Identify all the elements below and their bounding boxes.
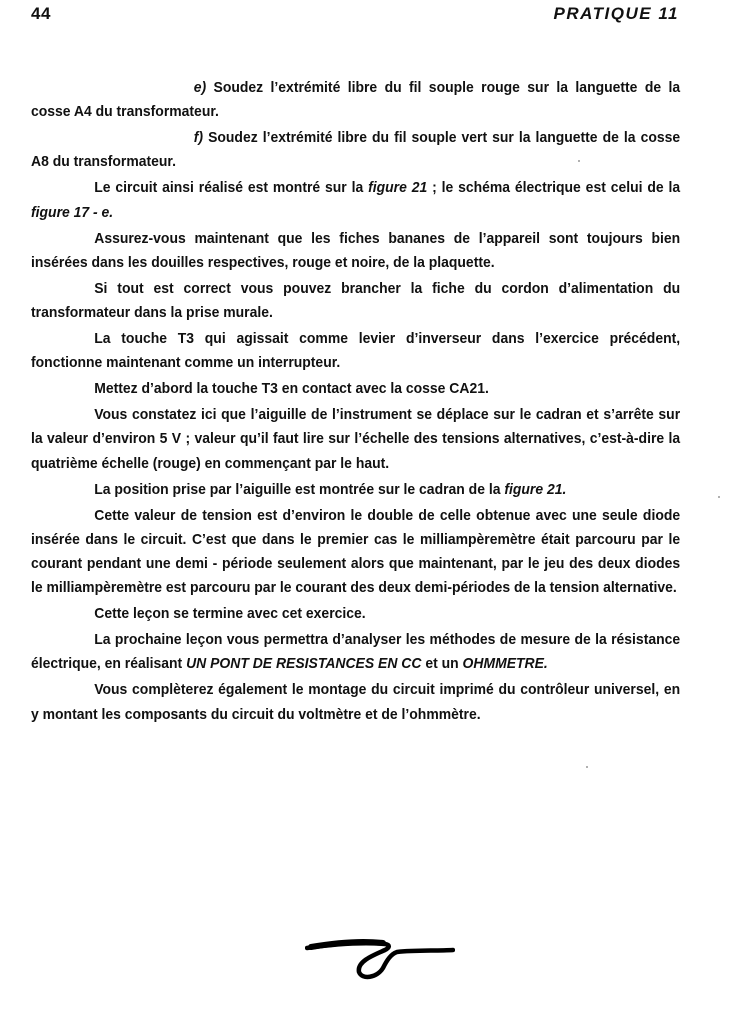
text-run: La touche T3 qui agissait comme levier d’inverseur dans l’exercice précédent, fonctionne maintenant comme un interrupteur. bbox=[31, 330, 681, 372]
text-run: La prochaine leçon vous permettra d’analyser les méthodes de mesure de la résistance électrique, en réalisant bbox=[31, 631, 681, 673]
italic-run: f) bbox=[193, 129, 204, 147]
italic-run: UN PONT DE RESISTANCES EN CC bbox=[186, 655, 422, 673]
paragraph bbox=[31, 227, 680, 275]
paragraph bbox=[31, 377, 680, 401]
italic-run: figure 17 - e. bbox=[31, 203, 114, 221]
text-run: Assurez-vous maintenant que les fiches bananes de l’appareil sont toujours bien insérées dans les douilles respectives, rouge et noire, de la plaquette. bbox=[31, 229, 681, 271]
paragraph bbox=[31, 403, 680, 476]
paragraph bbox=[31, 504, 680, 601]
body-text bbox=[31, 76, 680, 729]
paragraph bbox=[31, 628, 680, 676]
italic-run: figure 21. bbox=[504, 480, 567, 498]
paragraph bbox=[31, 277, 680, 325]
paragraph bbox=[31, 76, 680, 124]
text-run: Vous complèterez également le montage du circuit imprimé du contrôleur universel, en y montant les composants du circuit du voltmètre et de l’ohmmètre. bbox=[31, 681, 681, 723]
print-speck bbox=[718, 496, 720, 498]
text-run: Le circuit ainsi réalisé est montré sur la bbox=[94, 179, 369, 197]
text-run: Soudez l’extrémité libre du fil souple rouge sur la languette de la cosse A4 du transformateur. bbox=[31, 79, 681, 121]
paragraph bbox=[31, 126, 680, 174]
end-flourish-icon bbox=[305, 938, 455, 986]
paragraph bbox=[31, 478, 680, 502]
text-run: Soudez l’extrémité libre du fil souple vert sur la languette de la cosse A8 du transformateur. bbox=[31, 129, 681, 171]
text-run: La position prise par l’aiguille est montrée sur le cadran de la bbox=[94, 480, 505, 498]
text-run: ; le schéma électrique est celui de la bbox=[427, 179, 681, 197]
paragraph bbox=[31, 678, 680, 726]
text-run: Cette leçon se termine avec cet exercice. bbox=[94, 605, 366, 623]
section-title: PRATIQUE 11 bbox=[553, 4, 679, 23]
print-speck bbox=[578, 160, 580, 162]
italic-run: e) bbox=[193, 79, 207, 96]
text-run: Mettez d’abord la touche T3 en contact avec la cosse CA21. bbox=[94, 380, 489, 398]
paragraph bbox=[31, 602, 680, 626]
text-run: et un bbox=[421, 655, 463, 673]
paragraph bbox=[31, 327, 680, 375]
print-speck bbox=[586, 766, 588, 768]
text-run: Si tout est correct vous pouvez brancher la fiche du cordon d’alimentation du transformateur dans la prise murale. bbox=[31, 279, 681, 322]
text-run: Cette valeur de tension est d’environ le double de celle obtenue avec une seule diode insérée dans le circuit. C’est que dans le premier cas le milliampèremètre était parcouru par le courant pendant une demi - période seulement alors que maintenant, par le jeu des deux diodes le milliampèremètre est parcouru par le courant des deux demi-périodes de la tension alternative. bbox=[31, 506, 681, 597]
italic-run: OHMMETRE. bbox=[462, 655, 548, 673]
paragraph bbox=[31, 176, 680, 224]
italic-run: figure 21 bbox=[368, 179, 428, 197]
text-run: Vous constatez ici que l’aiguille de l’instrument se déplace sur le cadran et s’arrête sur la valeur d’environ 5 V ; valeur qu’il faut lire sur l’échelle des tensions alternatives, c’est-à-dire la quatrième échelle (rouge) en commençant par le haut. bbox=[31, 406, 681, 472]
page-number: 44 bbox=[31, 4, 51, 23]
